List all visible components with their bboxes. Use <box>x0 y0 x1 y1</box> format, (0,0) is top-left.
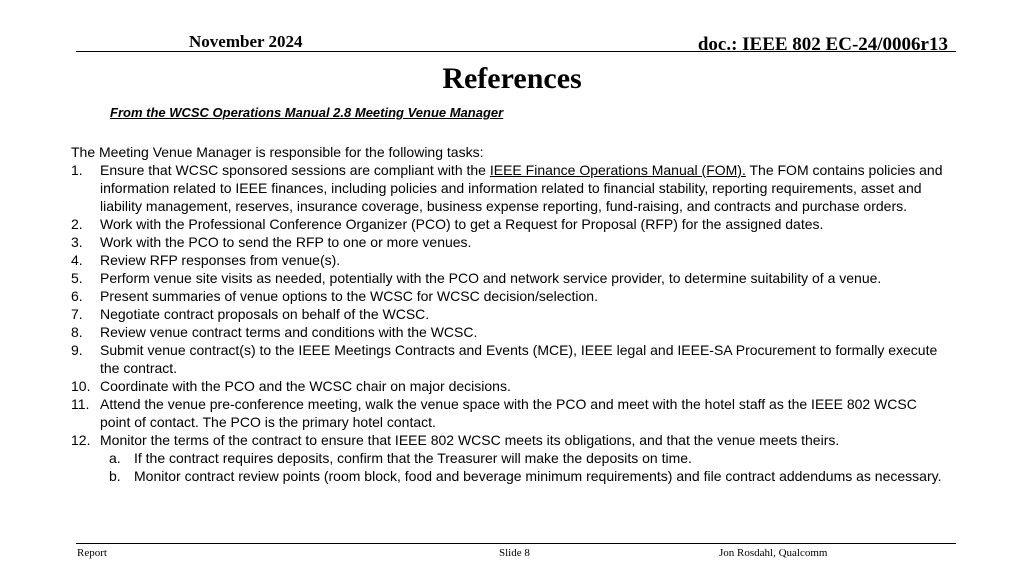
task-item <box>71 215 951 233</box>
header-divider <box>76 51 956 52</box>
task-item <box>71 161 951 215</box>
task-number: 2. <box>71 216 83 232</box>
header-doc-id: doc.: IEEE 802 EC-24/0006r13 <box>697 34 948 55</box>
task-item <box>71 251 951 269</box>
task-text: Coordinate with the PCO and the WCSC chair on major decisions. <box>100 378 511 394</box>
task-number: 5. <box>71 270 83 286</box>
slide-body <box>71 143 951 485</box>
footer-author: Jon Rosdahl, Qualcomm <box>719 547 828 559</box>
slide-subtitle: From the WCSC Operations Manual 2.8 Meeting Venue Manager <box>110 105 504 120</box>
task-number: 12. <box>71 432 91 448</box>
task-number: 9. <box>71 342 83 358</box>
task-number: 1. <box>71 162 83 178</box>
task-list <box>71 161 951 449</box>
subtask-text: Monitor contract review points (room block, food and beverage minimum requirements) and file contract addendums as necessary. <box>134 468 942 484</box>
subtask-item <box>105 449 951 467</box>
task-text: Present summaries of venue options to the WCSC for WCSC decision/selection. <box>100 288 598 304</box>
task-text: Review RFP responses from venue(s). <box>100 252 341 268</box>
footer-divider <box>76 543 956 544</box>
task-number: 11. <box>71 396 90 412</box>
intro-text: The Meeting Venue Manager is responsible for the following tasks: <box>71 144 484 160</box>
task-number: 8. <box>71 324 83 340</box>
task-item <box>71 233 951 251</box>
task-item <box>71 287 951 305</box>
task-text: Submit venue contract(s) to the IEEE Meetings Contracts and Events (MCE), IEEE legal and IEEE-SA Procurement to formally execute the contract. <box>100 342 938 376</box>
footer-report: Report <box>77 547 107 559</box>
task-text: Negotiate contract proposals on behalf of the WCSC. <box>100 306 430 322</box>
task-item <box>71 395 951 431</box>
task-number: 10. <box>71 378 91 394</box>
task-item <box>71 323 951 341</box>
subtask-letter: b. <box>109 468 121 484</box>
task-item <box>71 377 951 395</box>
task-item <box>71 305 951 323</box>
slide-title: References <box>442 62 582 95</box>
task-number: 4. <box>71 252 83 268</box>
footer-slide-number: Slide 8 <box>499 547 530 559</box>
task-text: The FOM contains policies and information related to IEEE finances, including policies and information related to financial stability, reporting requirements, asset and liability management, reserves, insurance coverage, business expense reporting, fund-raising, and contracts and purchase orders. <box>100 162 943 214</box>
task-text: Work with the Professional Conference Organizer (PCO) to get a Request for Proposal (RFP) for the assigned dates. <box>100 216 824 232</box>
task-item <box>71 431 951 449</box>
subtask-list <box>71 449 951 485</box>
subtask-item <box>105 467 951 485</box>
task-text: Monitor the terms of the contract to ensure that IEEE 802 WCSC meets its obligations, and that the venue meets theirs. <box>100 432 840 448</box>
subtask-text: If the contract requires deposits, confirm that the Treasurer will make the deposits on time. <box>134 450 692 466</box>
task-number: 7. <box>71 306 83 322</box>
subtask-letter: a. <box>109 450 121 466</box>
task-item <box>71 341 951 377</box>
task-text: Ensure that WCSC sponsored sessions are compliant with the <box>100 162 490 178</box>
task-number: 3. <box>71 234 83 250</box>
task-text: Perform venue site visits as needed, potentially with the PCO and network service provider, to determine suitability of a venue. <box>100 270 882 286</box>
header-date: November 2024 <box>189 32 303 51</box>
task-text: Attend the venue pre-conference meeting, walk the venue space with the PCO and meet with the hotel staff as the IEEE 802 WCSC point of contact. The PCO is the primary hotel contact. <box>100 396 917 430</box>
fom-link[interactable]: IEEE Finance Operations Manual (FOM). <box>489 162 746 178</box>
task-item <box>71 269 951 287</box>
task-text: Work with the PCO to send the RFP to one or more venues. <box>100 234 472 250</box>
task-number: 6. <box>71 288 83 304</box>
task-text: Review venue contract terms and conditions with the WCSC. <box>100 324 478 340</box>
